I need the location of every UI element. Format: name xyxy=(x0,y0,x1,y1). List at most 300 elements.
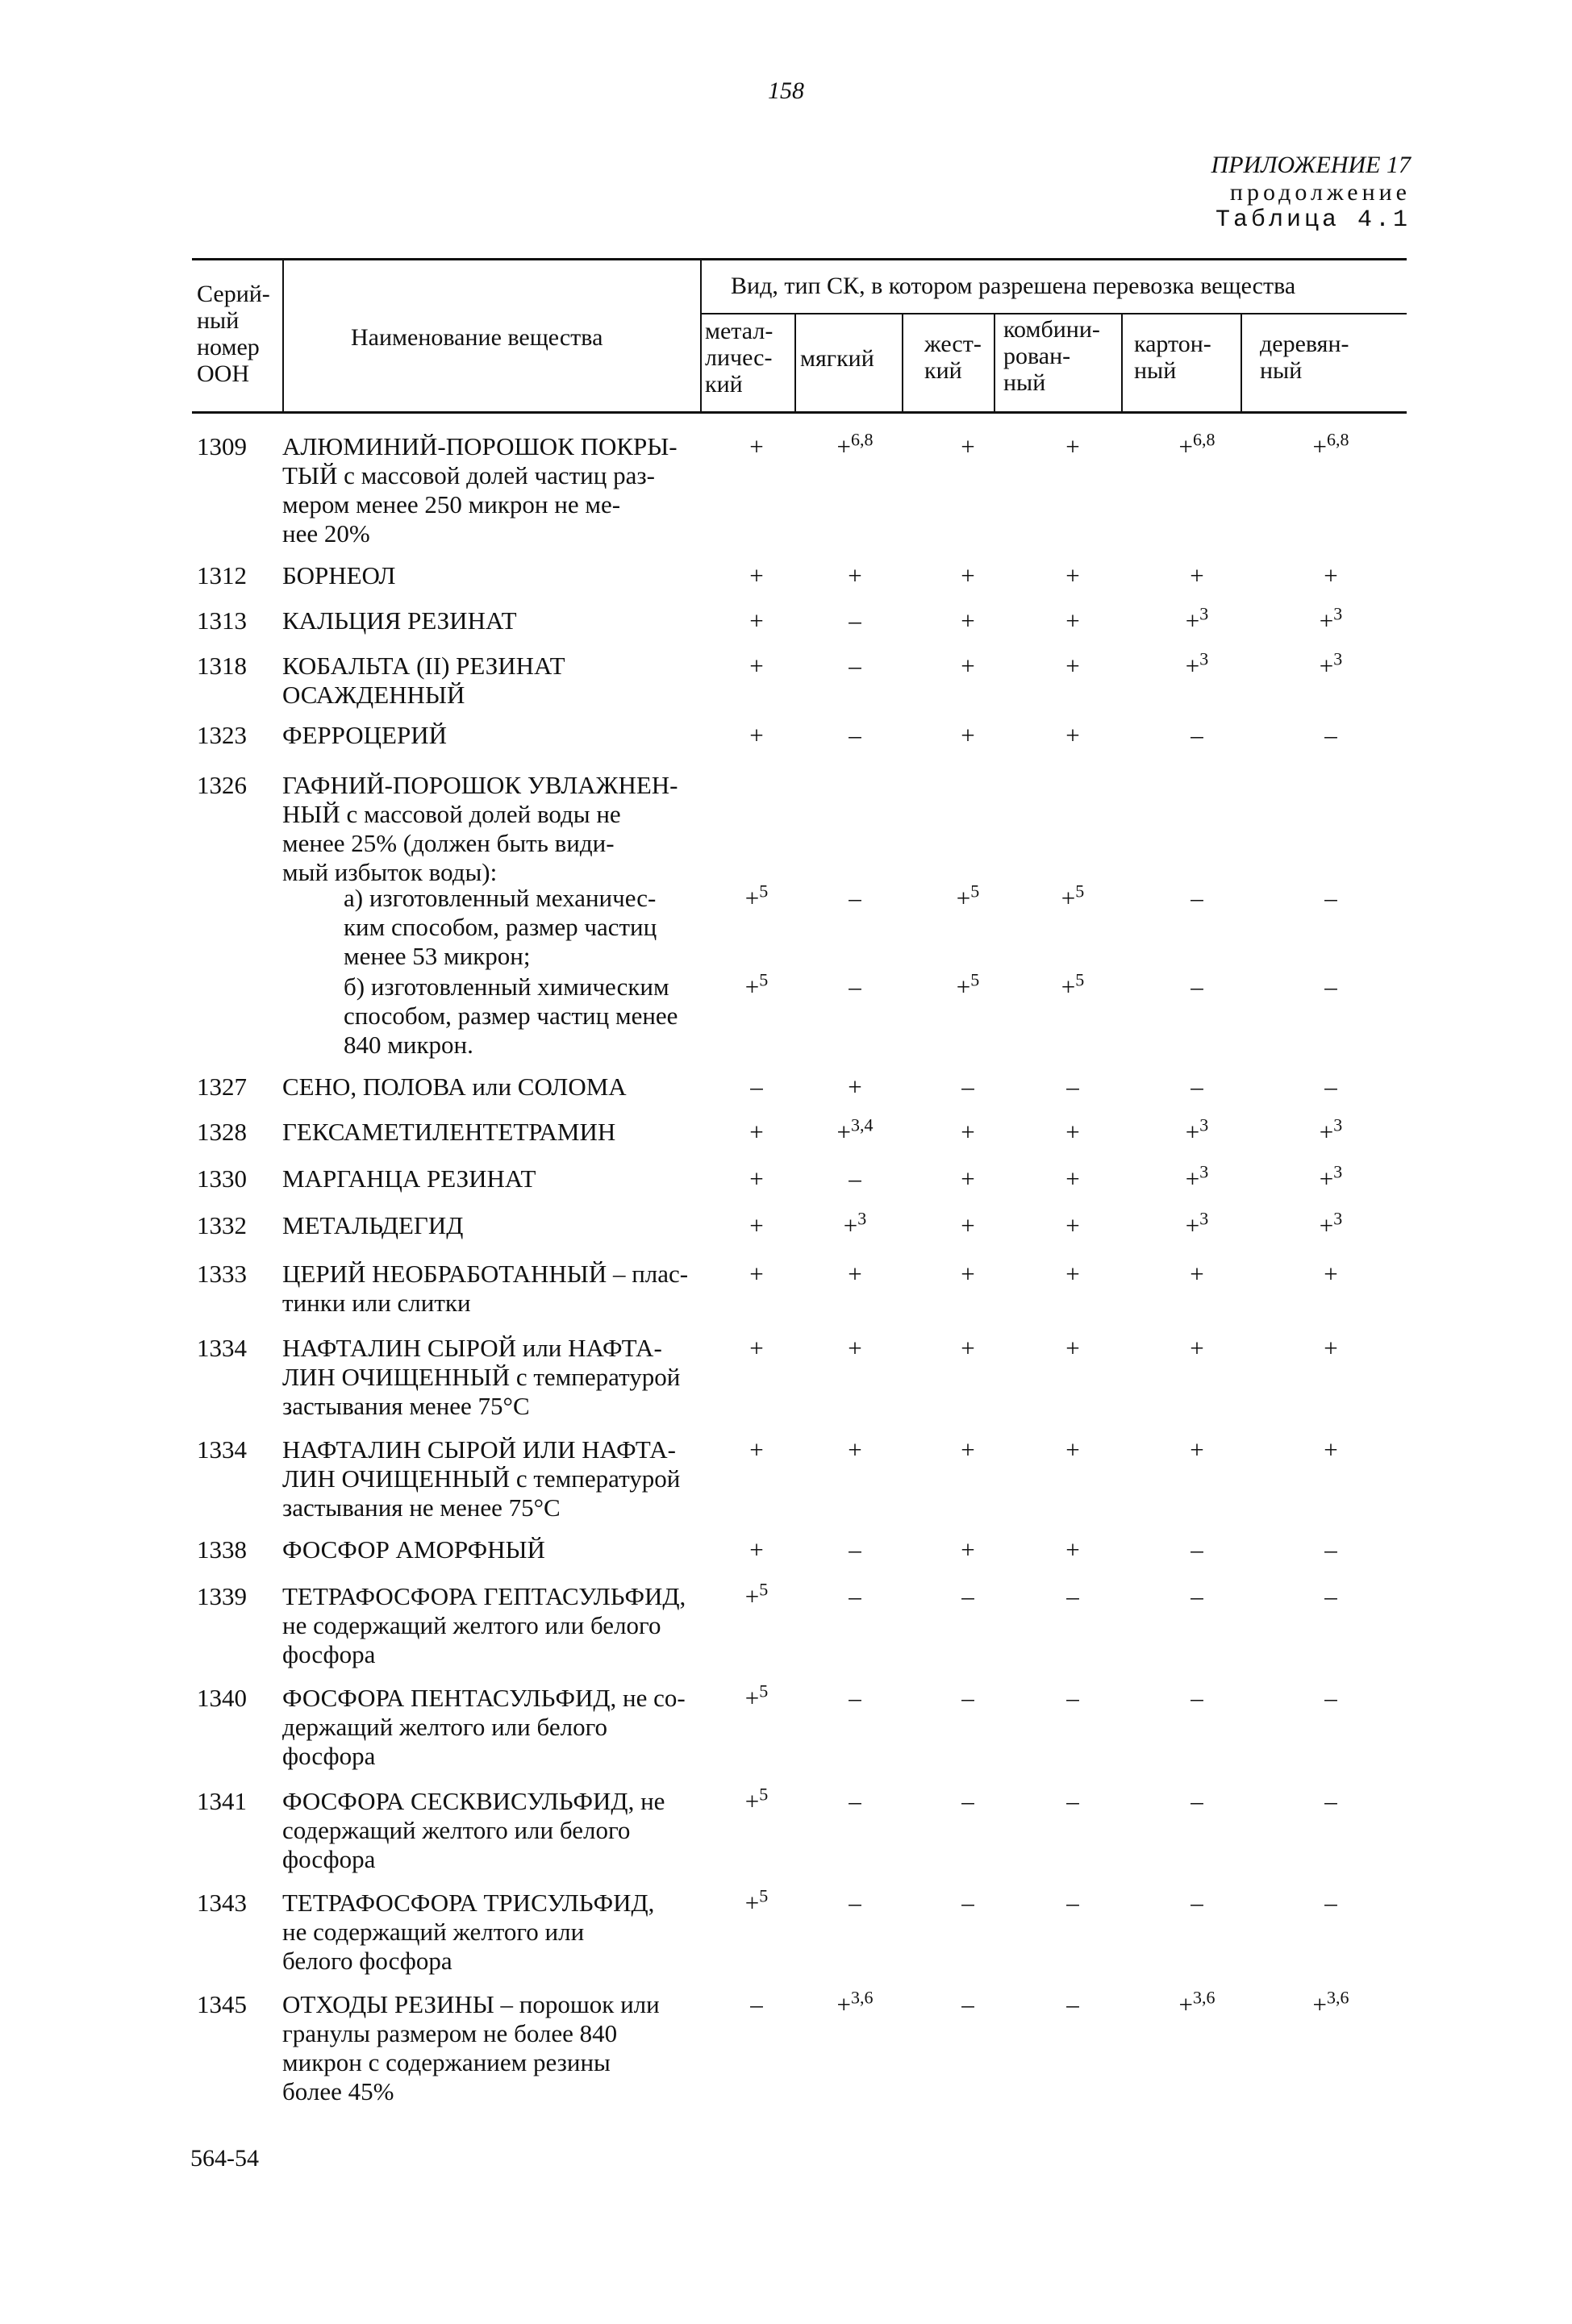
container-permission-cell xyxy=(1149,1435,1245,1464)
container-permission-cell xyxy=(1149,1260,1245,1289)
container-permission-cell xyxy=(1282,1260,1379,1289)
substance-name xyxy=(282,1211,710,1240)
permission-mark: – xyxy=(1324,972,1337,1001)
permission-mark: + xyxy=(1324,1435,1338,1464)
footnote-ref: 6,8 xyxy=(1192,429,1215,450)
header-metal: метал- личес- кий xyxy=(705,318,773,398)
permission-mark: + xyxy=(961,1118,975,1146)
container-permission-cell xyxy=(1282,429,1379,461)
un-number: 1323 xyxy=(197,721,247,749)
page-number: 158 xyxy=(768,77,804,104)
substance-name-line: фосфора xyxy=(282,1640,376,1668)
permission-mark: + xyxy=(1065,652,1080,680)
substance-name-line: ОСАЖДЕННЫЙ xyxy=(282,681,465,709)
permission-mark: – xyxy=(1066,1582,1079,1610)
permission-mark: + xyxy=(1319,1118,1334,1146)
substance-name xyxy=(282,771,710,887)
permission-mark: + xyxy=(749,1260,764,1288)
permission-mark: – xyxy=(849,1582,861,1610)
permission-mark: + xyxy=(1190,1260,1204,1288)
un-number: 1334 xyxy=(197,1435,247,1464)
container-permission-cell xyxy=(807,1987,903,2019)
permission-mark: + xyxy=(1319,606,1334,635)
substance-name-line: ЛИН ОЧИЩЕННЫЙ с температурой xyxy=(282,1464,681,1493)
permission-mark: + xyxy=(1061,972,1076,1001)
permission-mark: + xyxy=(749,561,764,589)
container-permission-cell xyxy=(919,1435,1016,1464)
container-permission-cell xyxy=(1282,648,1379,681)
container-permission-cell xyxy=(1024,1889,1121,1918)
substance-name-line: ФОСФОРА ПЕНТАСУЛЬФИД, не со- xyxy=(282,1684,686,1712)
permission-mark: – xyxy=(849,884,861,912)
permission-mark: + xyxy=(1312,1990,1327,2018)
container-permission-cell xyxy=(1282,1114,1379,1147)
un-number: 1330 xyxy=(197,1164,247,1193)
container-permission-cell xyxy=(1282,1582,1379,1611)
substance-name-line: ким способом, размер частиц xyxy=(344,913,657,941)
footnote-ref: 3,4 xyxy=(850,1114,874,1135)
header-serial: Серий- ный номер ООН xyxy=(197,281,270,387)
container-permission-cell xyxy=(919,1787,1016,1816)
substance-name xyxy=(282,1684,710,1771)
permission-mark: + xyxy=(848,1334,862,1362)
substance-name xyxy=(282,561,710,590)
permission-mark: + xyxy=(843,1211,858,1239)
container-permission-cell xyxy=(1024,1211,1121,1240)
substance-name-line: более 45% xyxy=(282,2077,394,2105)
permission-mark: + xyxy=(961,606,975,635)
header-divider xyxy=(1121,313,1123,411)
permission-mark: + xyxy=(848,1435,862,1464)
un-number: 1312 xyxy=(197,561,247,589)
header-soft: мягкий xyxy=(800,345,874,372)
container-permission-cell xyxy=(919,1334,1016,1363)
substance-name-line: ТЕТРАФОСФОРА ТРИСУЛЬФИД, xyxy=(282,1889,655,1917)
container-permission-cell xyxy=(919,432,1016,461)
footnote-ref: 5 xyxy=(1075,881,1085,902)
footnote-ref: 3 xyxy=(1199,1161,1209,1182)
container-permission-cell xyxy=(919,606,1016,635)
header-divider xyxy=(994,313,995,411)
substance-name-line: ТЫЙ с массовой долей частиц раз- xyxy=(282,461,655,489)
container-permission-cell xyxy=(708,969,805,1002)
permission-mark: + xyxy=(961,721,975,749)
permission-mark: + xyxy=(1319,652,1334,680)
permission-mark: + xyxy=(1185,1164,1200,1193)
container-permission-cell xyxy=(708,1334,805,1363)
permission-mark: + xyxy=(1061,884,1076,912)
permission-mark: + xyxy=(961,1334,975,1362)
permission-mark: – xyxy=(1324,721,1337,749)
footnote-ref: 6,8 xyxy=(1326,429,1349,450)
permission-mark: – xyxy=(1190,884,1203,912)
substance-name-line: БОРНЕОЛ xyxy=(282,561,396,589)
container-permission-cell xyxy=(1149,1889,1245,1918)
container-permission-cell xyxy=(919,561,1016,590)
permission-mark: – xyxy=(1066,1990,1079,2018)
header-bottom-rule xyxy=(192,411,1407,414)
container-permission-cell xyxy=(708,1579,805,1611)
permission-mark: + xyxy=(749,652,764,680)
container-permission-cell xyxy=(1024,1260,1121,1289)
permission-mark: + xyxy=(749,1164,764,1193)
substance-name-line: НАФТАЛИН СЫРОЙ ИЛИ НАФТА- xyxy=(282,1435,676,1464)
container-permission-cell xyxy=(1149,1334,1245,1363)
container-permission-cell xyxy=(1149,1987,1245,2019)
substance-name-line: МАРГАНЦА РЕЗИНАТ xyxy=(282,1164,536,1193)
permission-mark: – xyxy=(1324,1787,1337,1815)
footnote-ref: 3 xyxy=(1199,1114,1209,1135)
footnote-ref: 3 xyxy=(1199,1208,1209,1229)
permission-mark: + xyxy=(1324,1334,1338,1362)
substance-name-line: мый избыток воды): xyxy=(282,858,498,886)
container-permission-cell xyxy=(708,1885,805,1918)
substance-name xyxy=(282,1787,710,1874)
permission-mark: – xyxy=(1190,1535,1203,1564)
footnote-ref: 3 xyxy=(1333,603,1343,624)
container-permission-cell xyxy=(919,1118,1016,1147)
permission-mark: + xyxy=(836,1118,851,1146)
permission-mark: – xyxy=(1066,1787,1079,1815)
substance-name-line: МЕТАЛЬДЕГИД xyxy=(282,1211,464,1239)
permission-mark: + xyxy=(1065,721,1080,749)
permission-mark: – xyxy=(961,1990,974,2018)
footnote-ref: 5 xyxy=(1075,969,1085,990)
container-permission-cell xyxy=(1149,561,1245,590)
container-permission-cell xyxy=(1149,648,1245,681)
footnote-ref: 3 xyxy=(1333,1161,1343,1182)
permission-mark: – xyxy=(1066,1889,1079,1917)
container-permission-cell xyxy=(919,1260,1016,1289)
container-permission-cell xyxy=(807,1535,903,1564)
un-number: 1309 xyxy=(197,432,247,460)
header-divider xyxy=(700,260,702,411)
appendix-heading xyxy=(1211,152,1411,234)
container-permission-cell xyxy=(1149,884,1245,913)
substance-name xyxy=(282,1889,710,1976)
container-permission-cell xyxy=(1024,1535,1121,1564)
container-permission-cell xyxy=(807,1208,903,1240)
permission-mark: + xyxy=(1065,1118,1080,1146)
footnote-ref: 3 xyxy=(1199,603,1209,624)
permission-mark: – xyxy=(849,1535,861,1564)
container-permission-cell xyxy=(1024,1435,1121,1464)
permission-mark: + xyxy=(1324,561,1338,589)
permission-mark: + xyxy=(961,652,975,680)
permission-mark: – xyxy=(849,721,861,749)
substance-name-line: СЕНО, ПОЛОВА или СОЛОМА xyxy=(282,1072,627,1101)
permission-mark: + xyxy=(1185,1211,1200,1239)
substance-name-line: держащий желтого или белого xyxy=(282,1713,608,1741)
container-permission-cell xyxy=(1024,1787,1121,1816)
container-permission-cell xyxy=(1024,1684,1121,1713)
permission-mark: + xyxy=(749,432,764,460)
header-wood: деревян- ный xyxy=(1260,331,1349,384)
container-permission-cell xyxy=(919,652,1016,681)
container-permission-cell xyxy=(1149,603,1245,635)
container-permission-cell xyxy=(1282,1684,1379,1713)
container-permission-cell xyxy=(1282,884,1379,913)
container-permission-cell xyxy=(1024,561,1121,590)
container-permission-cell xyxy=(807,884,903,913)
permission-mark: + xyxy=(744,1889,760,1917)
substance-name-line: КАЛЬЦИЯ РЕЗИНАТ xyxy=(282,606,517,635)
permission-mark: – xyxy=(849,652,861,680)
permission-mark: – xyxy=(750,1990,763,2018)
permission-mark: + xyxy=(744,1684,760,1712)
container-permission-cell xyxy=(807,1114,903,1147)
container-permission-cell xyxy=(708,652,805,681)
permission-mark: + xyxy=(1065,1535,1080,1564)
substance-name-line: ГАФНИЙ-ПОРОШОК УВЛАЖНЕН- xyxy=(282,771,678,799)
permission-mark: – xyxy=(849,972,861,1001)
substance-name-line: НЫЙ с массовой долей воды не xyxy=(282,800,621,828)
permission-mark: + xyxy=(749,1435,764,1464)
substance-name-line: способом, размер частиц менее xyxy=(344,1002,678,1030)
container-permission-cell xyxy=(708,1681,805,1713)
permission-mark: – xyxy=(1324,1684,1337,1712)
permission-mark: + xyxy=(744,1787,760,1815)
container-permission-cell xyxy=(1282,561,1379,590)
container-permission-cell xyxy=(1149,1072,1245,1102)
container-permission-cell xyxy=(708,1260,805,1289)
permission-mark: + xyxy=(1065,1164,1080,1193)
permission-mark: – xyxy=(1190,721,1203,749)
permission-mark: + xyxy=(749,606,764,635)
footnote-ref: 3 xyxy=(857,1208,867,1229)
permission-mark: – xyxy=(961,1787,974,1815)
permission-mark: + xyxy=(1065,1260,1080,1288)
container-permission-cell xyxy=(807,1260,903,1289)
substance-name-line: б) изготовленный химическим xyxy=(344,972,669,1001)
permission-mark: + xyxy=(749,721,764,749)
un-number: 1332 xyxy=(197,1211,247,1239)
permission-mark: + xyxy=(1185,1118,1200,1146)
footnote-ref: 5 xyxy=(759,1579,769,1600)
header-name: Наименование вещества xyxy=(351,324,603,351)
container-permission-cell xyxy=(708,561,805,590)
substance-name-line: ТЕТРАФОСФОРА ГЕПТАСУЛЬФИД, xyxy=(282,1582,686,1610)
container-permission-cell xyxy=(919,1889,1016,1918)
substance-name-line: мером менее 250 микрон не ме- xyxy=(282,490,621,519)
permission-mark: – xyxy=(750,1072,763,1101)
substance-name xyxy=(282,972,710,1060)
container-permission-cell xyxy=(708,1164,805,1193)
container-permission-cell xyxy=(807,1072,903,1102)
group-header-rule xyxy=(700,313,1407,314)
container-permission-cell xyxy=(708,1211,805,1240)
permission-mark: – xyxy=(961,1072,974,1101)
substance-name xyxy=(282,884,710,971)
permission-mark: + xyxy=(749,1334,764,1362)
container-permission-cell xyxy=(1149,1161,1245,1193)
footnote-ref: 5 xyxy=(759,881,769,902)
container-permission-cell xyxy=(1149,429,1245,461)
container-permission-cell xyxy=(807,652,903,681)
footnote-ref: 5 xyxy=(759,1784,769,1805)
container-permission-cell xyxy=(1149,1787,1245,1816)
substance-name-line: микрон с содержанием резины xyxy=(282,2048,611,2076)
appendix-continuation: продолжение xyxy=(1229,179,1411,206)
header-divider xyxy=(794,313,796,411)
container-permission-cell xyxy=(919,1535,1016,1564)
container-permission-cell xyxy=(1024,1072,1121,1102)
footnote-ref: 5 xyxy=(759,1681,769,1701)
container-permission-cell xyxy=(1149,1582,1245,1611)
header-group: Вид, тип СК, в котором разрешена перевозка вещества xyxy=(731,273,1296,299)
container-permission-cell xyxy=(708,432,805,461)
container-permission-cell xyxy=(1149,721,1245,750)
permission-mark: + xyxy=(848,1260,862,1288)
substance-name xyxy=(282,1164,710,1193)
permission-mark: – xyxy=(961,1582,974,1610)
substance-name-line: застывания не менее 75°С xyxy=(282,1493,561,1522)
substance-name-line: ЦЕРИЙ НЕОБРАБОТАННЫЙ – плас- xyxy=(282,1260,689,1288)
substance-name-line: КОБАЛЬТА (II) РЕЗИНАТ xyxy=(282,652,565,680)
footnote-ref: 5 xyxy=(970,969,980,990)
permission-mark: – xyxy=(1190,1787,1203,1815)
container-permission-cell xyxy=(708,606,805,635)
permission-mark: + xyxy=(848,561,862,589)
substance-name-line: а) изготовленный механичес- xyxy=(344,884,657,912)
un-number: 1339 xyxy=(197,1582,247,1610)
substance-name xyxy=(282,1072,710,1102)
permission-mark: + xyxy=(848,1072,862,1101)
container-permission-cell xyxy=(708,881,805,913)
permission-mark: + xyxy=(836,1990,851,2018)
container-permission-cell xyxy=(919,1072,1016,1102)
container-permission-cell xyxy=(919,1684,1016,1713)
substance-name xyxy=(282,1260,710,1318)
container-permission-cell xyxy=(708,1072,805,1102)
substance-name-line: тинки или слитки xyxy=(282,1289,471,1317)
container-permission-cell xyxy=(708,1118,805,1147)
permission-mark: – xyxy=(1324,1582,1337,1610)
container-permission-cell xyxy=(1024,606,1121,635)
permission-mark: + xyxy=(1065,1211,1080,1239)
container-permission-cell xyxy=(1024,881,1121,913)
substance-name-line: не содержащий желтого или xyxy=(282,1918,585,1946)
permission-mark: – xyxy=(849,1787,861,1815)
permission-mark: + xyxy=(1190,561,1204,589)
header-divider xyxy=(282,260,284,411)
permission-mark: + xyxy=(1319,1164,1334,1193)
permission-mark: – xyxy=(1324,1072,1337,1101)
container-permission-cell xyxy=(919,1164,1016,1193)
permission-mark: + xyxy=(1190,1334,1204,1362)
un-number: 1326 xyxy=(197,771,247,799)
container-permission-cell xyxy=(919,1582,1016,1611)
container-permission-cell xyxy=(807,561,903,590)
permission-mark: + xyxy=(1312,432,1327,460)
permission-mark: + xyxy=(961,561,975,589)
permission-mark: + xyxy=(749,1211,764,1239)
footnote-ref: 3 xyxy=(1333,1114,1343,1135)
container-permission-cell xyxy=(807,1889,903,1918)
footnote-ref: 3 xyxy=(1333,648,1343,669)
substance-name-line: ФОСФОР АМОРФНЫЙ xyxy=(282,1535,545,1564)
substance-name xyxy=(282,1582,710,1669)
un-number: 1341 xyxy=(197,1787,247,1815)
permission-mark: – xyxy=(849,1164,861,1193)
permission-mark: + xyxy=(961,1435,975,1464)
permission-mark: – xyxy=(961,1889,974,1917)
container-permission-cell xyxy=(1149,1684,1245,1713)
substance-name xyxy=(282,1990,710,2106)
container-permission-cell xyxy=(919,969,1016,1002)
un-number: 1328 xyxy=(197,1118,247,1146)
substance-name xyxy=(282,1334,710,1421)
permission-mark: – xyxy=(1324,1889,1337,1917)
container-permission-cell xyxy=(1282,1987,1379,2019)
container-permission-cell xyxy=(708,1435,805,1464)
substance-name-line: ЛИН ОЧИЩЕННЫЙ с температурой xyxy=(282,1363,681,1391)
permission-mark: – xyxy=(1190,1582,1203,1610)
permission-mark: – xyxy=(961,1684,974,1712)
container-permission-cell xyxy=(1024,1334,1121,1363)
footnote-ref: 6,8 xyxy=(850,429,874,450)
permission-mark: – xyxy=(1190,972,1203,1001)
footnote-ref: 5 xyxy=(759,1885,769,1906)
permission-mark: + xyxy=(1065,561,1080,589)
container-permission-cell xyxy=(1149,972,1245,1002)
container-permission-cell xyxy=(1024,652,1121,681)
permission-mark: + xyxy=(1190,1435,1204,1464)
substance-name-line: менее 53 микрон; xyxy=(344,942,531,970)
un-number: 1345 xyxy=(197,1990,247,2018)
container-permission-cell xyxy=(708,1784,805,1816)
permission-mark: + xyxy=(961,432,975,460)
un-number: 1318 xyxy=(197,652,247,680)
permission-mark: + xyxy=(1065,432,1080,460)
permission-mark: + xyxy=(1319,1211,1334,1239)
container-permission-cell xyxy=(919,1990,1016,2019)
permission-mark: + xyxy=(836,432,851,460)
permission-mark: – xyxy=(1190,1684,1203,1712)
footnote-ref: 5 xyxy=(970,881,980,902)
footnote-ref: 5 xyxy=(759,969,769,990)
substance-name xyxy=(282,432,710,548)
permission-mark: + xyxy=(956,884,971,912)
container-permission-cell xyxy=(919,721,1016,750)
substance-name-line: нее 20% xyxy=(282,519,370,548)
container-permission-cell xyxy=(1282,1535,1379,1564)
un-number: 1340 xyxy=(197,1684,247,1712)
permission-mark: + xyxy=(961,1164,975,1193)
table-top-rule xyxy=(192,258,1407,260)
permission-mark: + xyxy=(961,1211,975,1239)
substance-name-line: фосфора xyxy=(282,1845,376,1873)
substance-name xyxy=(282,721,710,750)
footnote-ref: 3 xyxy=(1199,648,1209,669)
container-permission-cell xyxy=(1024,1582,1121,1611)
permission-mark: + xyxy=(749,1118,764,1146)
permission-mark: + xyxy=(1178,432,1193,460)
substance-name-line: белого фосфора xyxy=(282,1947,452,1975)
appendix-title: ПРИЛОЖЕНИЕ 17 xyxy=(1211,152,1411,178)
substance-name xyxy=(282,1435,710,1522)
permission-mark: – xyxy=(1066,1072,1079,1101)
substance-name-line: ГЕКСАМЕТИЛЕНТЕТРАМИН xyxy=(282,1118,616,1146)
container-permission-cell xyxy=(708,1990,805,2019)
permission-mark: + xyxy=(1324,1260,1338,1288)
header-rigid: жест- кий xyxy=(924,331,982,384)
container-permission-cell xyxy=(807,972,903,1002)
permission-mark: – xyxy=(1324,1535,1337,1564)
header-carton: картон- ный xyxy=(1134,331,1211,384)
un-number: 1343 xyxy=(197,1889,247,1917)
un-number: 1327 xyxy=(197,1072,247,1101)
